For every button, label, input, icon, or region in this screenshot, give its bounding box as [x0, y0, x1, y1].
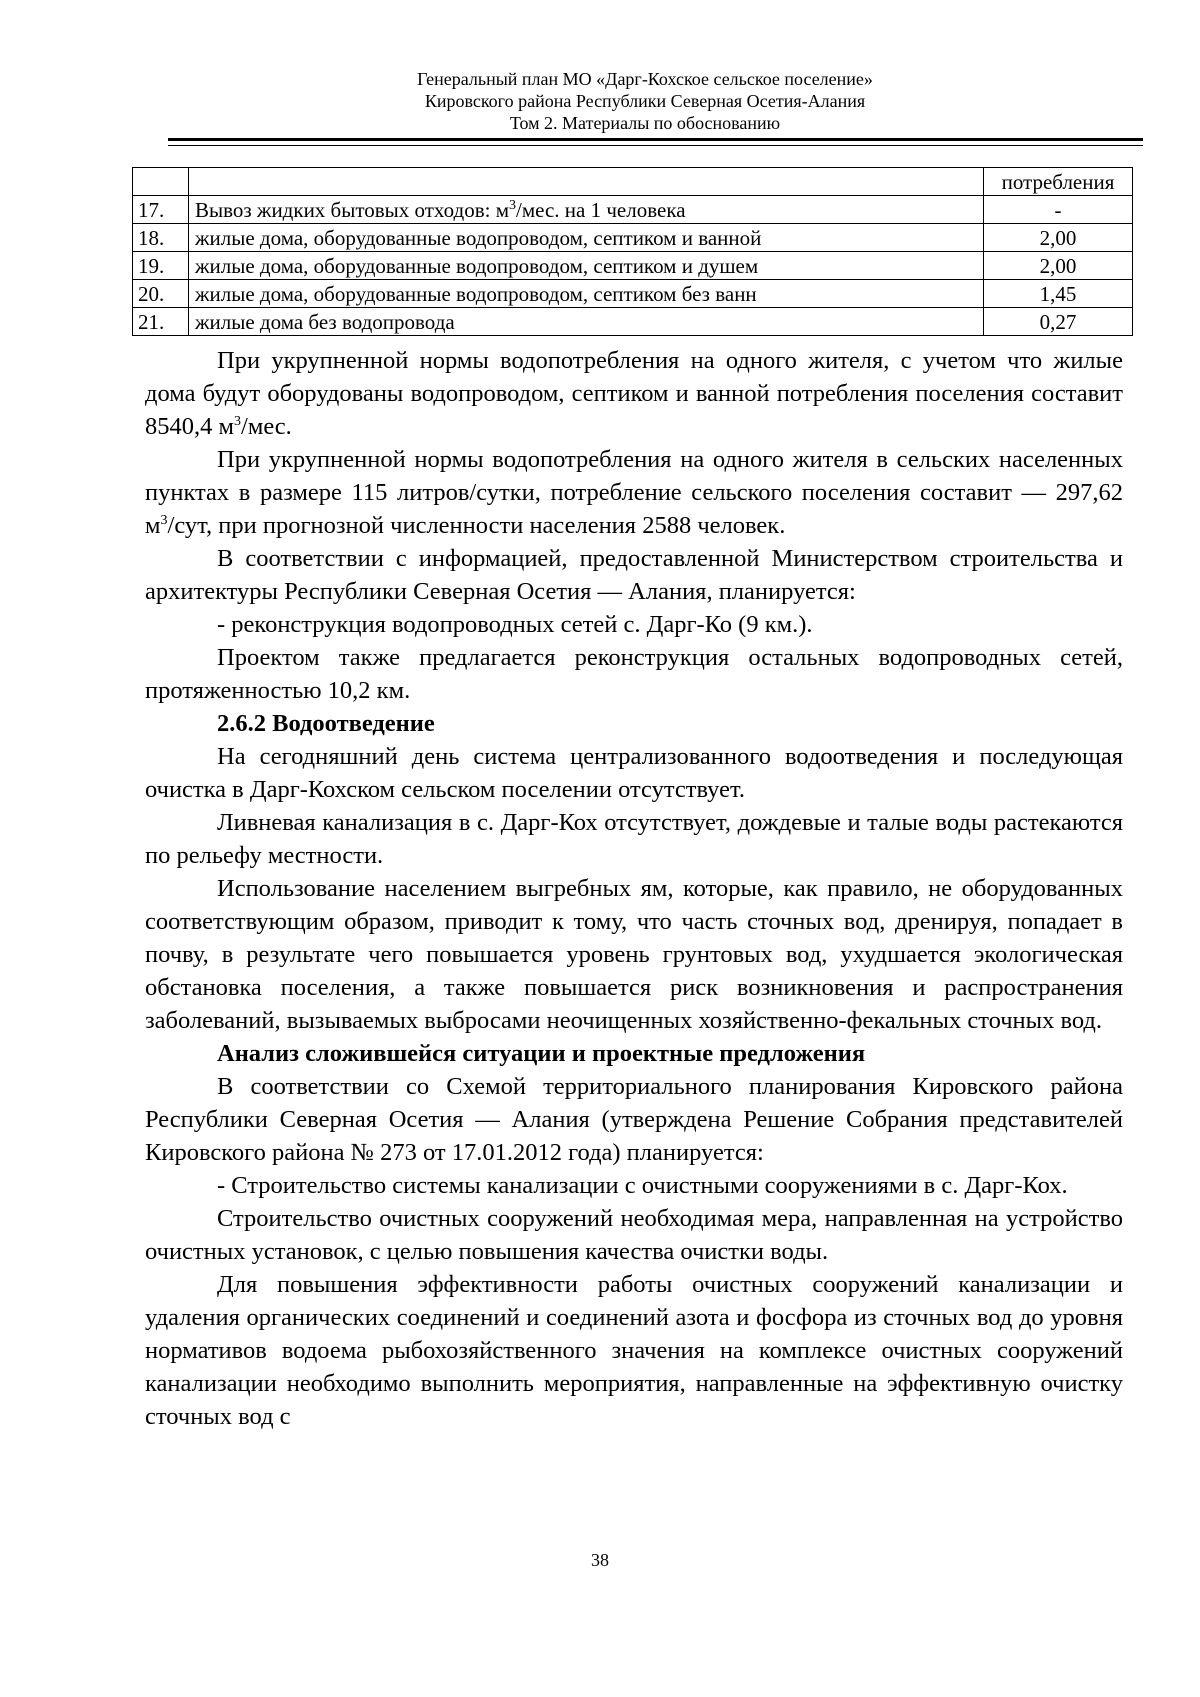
paragraph: Использование населением выгребных ям, которые, как правило, не оборудованных соответствующим образом, приводит к тому, что часть сточных вод, дренируя, попадает в почву, в результате чего повышается уровень грунтовых вод, ухудшается экологическая обстановка поселения, а также повышается риск возникновения и распространения заболеваний, вызываемых выбросами неочищенных хозяйственно-фекальных сточных вод. [145, 875, 1123, 1034]
list-item: - Строительство системы канализации с очистными сооружениями в с. Дарг-Кох. [217, 1172, 1068, 1199]
table-cell-value: 0,27 [984, 308, 1133, 336]
subsection-heading: Анализ сложившейся ситуации и проектные предложения [217, 1040, 866, 1067]
table-cell-num: 20. [133, 280, 189, 308]
table-cell-value: 2,00 [984, 224, 1133, 252]
table-cell-num [133, 168, 189, 196]
consumption-norms-table [132, 167, 1133, 336]
table-cell-text: жилые дома, оборудованные водопроводом, септиком и ванной [189, 224, 984, 252]
page-header [150, 68, 1140, 134]
paragraph-text: /мес. [241, 413, 292, 440]
body-text [145, 344, 1123, 1433]
table-cell-text: жилые дома без водопровода [189, 308, 984, 336]
header-rule-thick [168, 138, 1143, 141]
table-cell-text: жилые дома, оборудованные водопроводом, септиком без ванн [189, 280, 984, 308]
table-cell-text [189, 168, 984, 196]
table-cell-num: 17. [133, 196, 189, 224]
table-cell-header: потребления [984, 168, 1133, 196]
list-item: - реконструкция водопроводных сетей с. Дарг-Ко (9 км.). [217, 611, 813, 638]
table-row [133, 308, 1133, 336]
header-title-line2: Кировского района Республики Северная Осетия-Алания [424, 91, 866, 111]
table-cell-value: 2,00 [984, 252, 1133, 280]
paragraph: Проектом также предлагается реконструкция остальных водопроводных сетей, протяженностью 10,2 км. [145, 644, 1123, 704]
paragraph: Для повышения эффективности работы очистных сооружений канализации и удаления органических соединений и соединений азота и фосфора из сточных вод до уровня нормативов водоема рыбохозяйственного значения на комплексе очистных сооружений канализации необходимо выполнить мероприятия, направленные на эффективную очистку сточных вод с [145, 1271, 1123, 1430]
table-cell-num: 18. [133, 224, 189, 252]
paragraph: На сегодняшний день система централизованного водоотведения и последующая очистка в Дарг-Кохском сельском поселении отсутствует. [145, 743, 1123, 803]
header-title-line3: Том 2. Материалы по обоснованию [509, 113, 781, 133]
paragraph [145, 443, 1123, 542]
paragraph-text: /сут, при прогнозной численности населения 2588 человек. [167, 512, 786, 539]
paragraph [145, 344, 1123, 443]
row-sup: 3 [509, 197, 516, 213]
table-cell-num: 21. [133, 308, 189, 336]
paragraph: В соответствии со Схемой территориального планирования Кировского района Республики Северная Осетия — Алания (утверждена Решение Собрания представителей Кировского района № 273 от 17.01.2012 года) планируется: [145, 1073, 1123, 1166]
header-rule-thin [168, 145, 1143, 146]
paragraph-text: При укрупненной нормы водопотребления на одного жителя в сельских населенных пунктах в размере 115 литров/сутки, потребление сельского поселения составит — 297,62 м [145, 446, 1123, 539]
table-row [133, 252, 1133, 280]
row-text-after: /мес. на 1 человека [516, 197, 686, 222]
row-text: Вывоз жидких бытовых отходов: м [195, 197, 509, 222]
table-row [133, 196, 1133, 224]
table-cell-value: 1,45 [984, 280, 1133, 308]
table-row [133, 168, 1133, 196]
page-number: 38 [591, 1550, 609, 1570]
table-row [133, 224, 1133, 252]
table-cell-text [189, 196, 984, 224]
paragraph: В соответствии с информацией, предоставленной Министерством строительства и архитектуры Республики Северная Осетия — Алания, планируется: [145, 545, 1123, 605]
table-row [133, 280, 1133, 308]
paragraph: Строительство очистных сооружений необходимая мера, направленная на устройство очистных установок, с целью повышения качества очистки воды. [145, 1205, 1123, 1265]
table-cell-text: жилые дома, оборудованные водопроводом, септиком и душем [189, 252, 984, 280]
paragraph-text: При укрупненной нормы водопотребления на одного жителя, с учетом что жилые дома будут оборудованы водопроводом, септиком и ванной потребления поселения составит 8540,4 м [145, 347, 1123, 440]
superscript: 3 [234, 413, 242, 429]
table-cell-value: - [984, 196, 1133, 224]
superscript: 3 [160, 512, 168, 528]
header-title-line1: Генеральный план МО «Дарг-Кохское сельское поселение» [417, 69, 873, 89]
table-cell-num: 19. [133, 252, 189, 280]
section-heading: 2.6.2 Водоотведение [217, 710, 435, 737]
paragraph: Ливневая канализация в с. Дарг-Кох отсутствует, дождевые и талые воды растекаются по рельефу местности. [145, 809, 1123, 869]
